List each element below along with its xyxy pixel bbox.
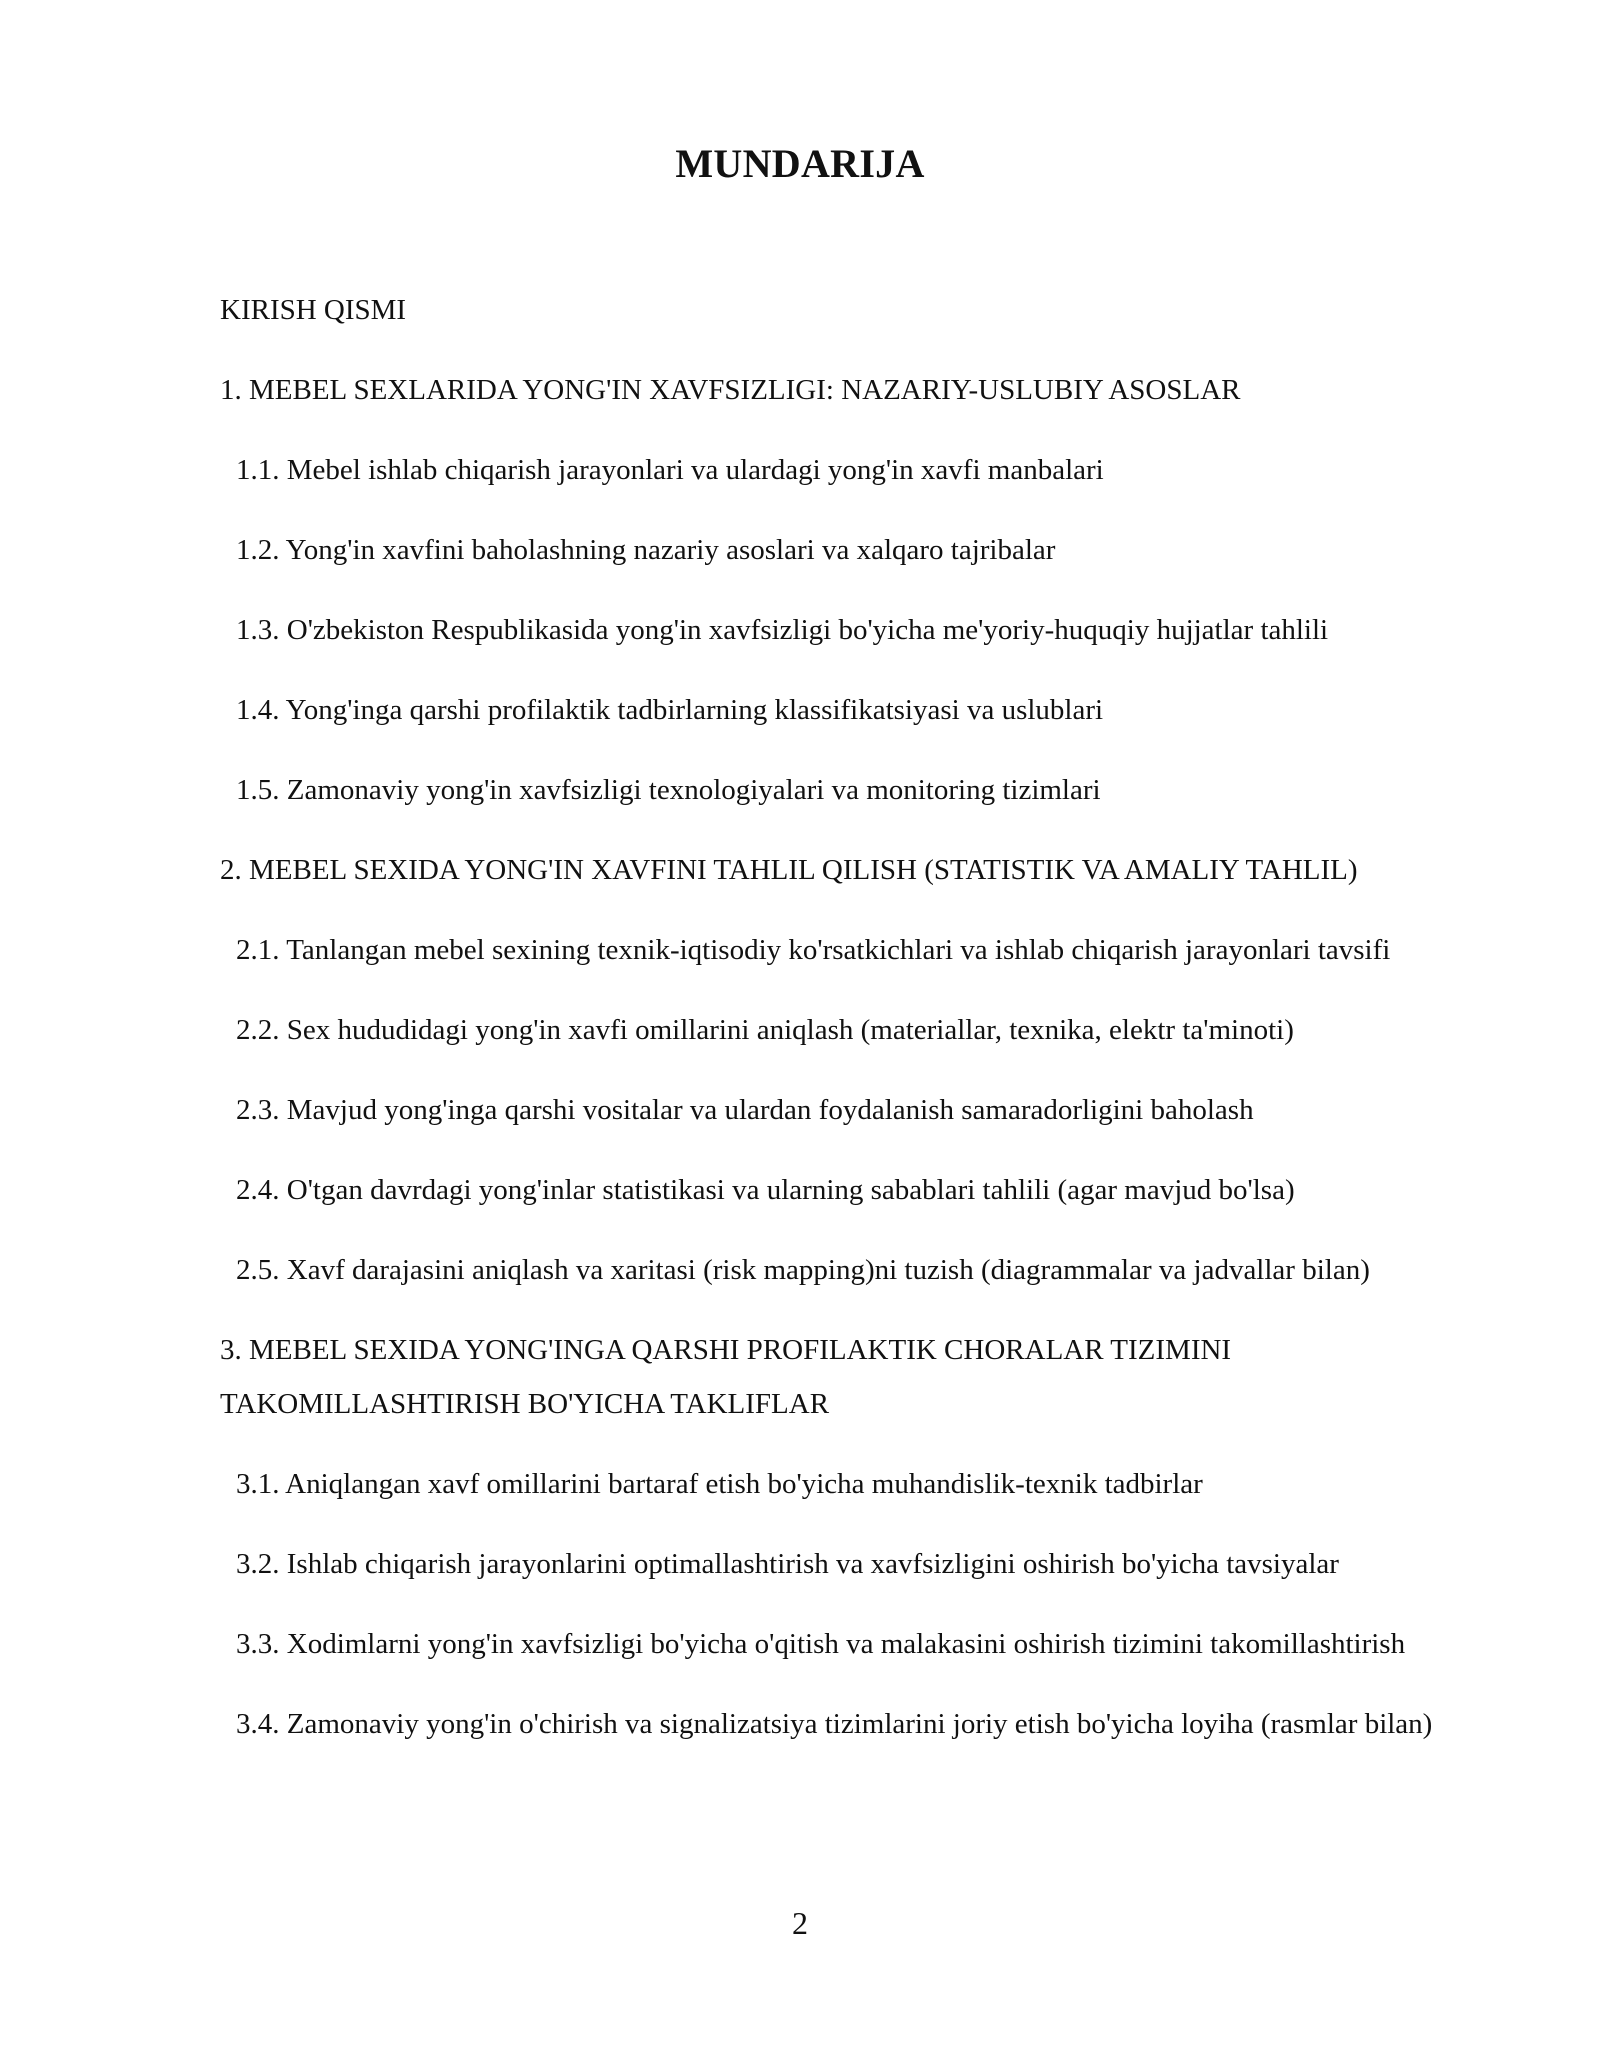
toc-subitem: 1.3. O'zbekiston Respublikasida yong'in xavfsizligi bo'yicha me'yoriy-huquqiy hujjatlar tahlili	[236, 614, 1329, 646]
toc-subitem: 2.1. Tanlangan mebel sexining texnik-iqtisodiy ko'rsatkichlari va ishlab chiqarish jarayonlari tavsifi	[236, 934, 1391, 966]
page-number: 2	[792, 1905, 808, 1941]
toc-subitem: 1.4. Yong'inga qarshi profilaktik tadbirlarning klassifikatsiyasi va uslublari	[236, 694, 1104, 726]
toc-item: 1. MEBEL SEXLARIDA YONG'IN XAVFSIZLIGI: NAZARIY-USLUBIY ASOSLAR	[220, 374, 1241, 406]
toc-subitem: 1.2. Yong'in xavfini baholashning nazariy asoslari va xalqaro tajribalar	[236, 534, 1056, 566]
page-title: MUNDARIJA	[675, 141, 925, 186]
toc-subitem: 3.1. Aniqlangan xavf omillarini bartaraf etish bo'yicha muhandislik-texnik tadbirlar	[236, 1468, 1203, 1500]
toc-subitem: 3.2. Ishlab chiqarish jarayonlarini optimallashtirish va xavfsizligini oshirish bo'yicha tavsiyalar	[236, 1548, 1339, 1580]
toc-subitem: 2.2. Sex hududidagi yong'in xavfi omillarini aniqlash (materiallar, texnika, elektr ta'minoti)	[236, 1014, 1294, 1046]
toc-subitem: 1.1. Mebel ishlab chiqarish jarayonlari va ulardagi yong'in xavfi manbalari	[236, 454, 1104, 486]
toc-subitem: 2.3. Mavjud yong'inga qarshi vositalar va ulardan foydalanish samaradorligini baholash	[236, 1094, 1254, 1126]
toc-subitem: 3.4. Zamonaviy yong'in o'chirish va signalizatsiya tizimlarini joriy etish bo'yicha loyiha (rasmlar bilan)	[236, 1708, 1433, 1740]
toc-subitem: 3.3. Xodimlarni yong'in xavfsizligi bo'yicha o'qitish va malakasini oshirish tizimini takomillashtirish	[236, 1628, 1406, 1660]
table-of-contents	[220, 283, 1510, 1777]
toc-subitem: 2.5. Xavf darajasini aniqlash va xaritasi (risk mapping)ni tuzish (diagrammalar va jadvallar bilan)	[236, 1254, 1370, 1286]
toc-subitem: 1.5. Zamonaviy yong'in xavfsizligi texnologiyalari va monitoring tizimlari	[236, 774, 1101, 806]
toc-item: 2. MEBEL SEXIDA YONG'IN XAVFINI TAHLIL QILISH (STATISTIK VA AMALIY TAHLIL)	[220, 854, 1358, 886]
toc-item: KIRISH QISMI	[220, 294, 407, 326]
toc-item: 3. MEBEL SEXIDA YONG'INGA QARSHI PROFILAKTIK CHORALAR TIZIMINI TAKOMILLASHTIRISH BO'YICHA TAKLIFLAR	[220, 1334, 1232, 1420]
toc-subitem: 2.4. O'tgan davrdagi yong'inlar statistikasi va ularning sabablari tahlili (agar mavjud bo'lsa)	[236, 1174, 1295, 1206]
